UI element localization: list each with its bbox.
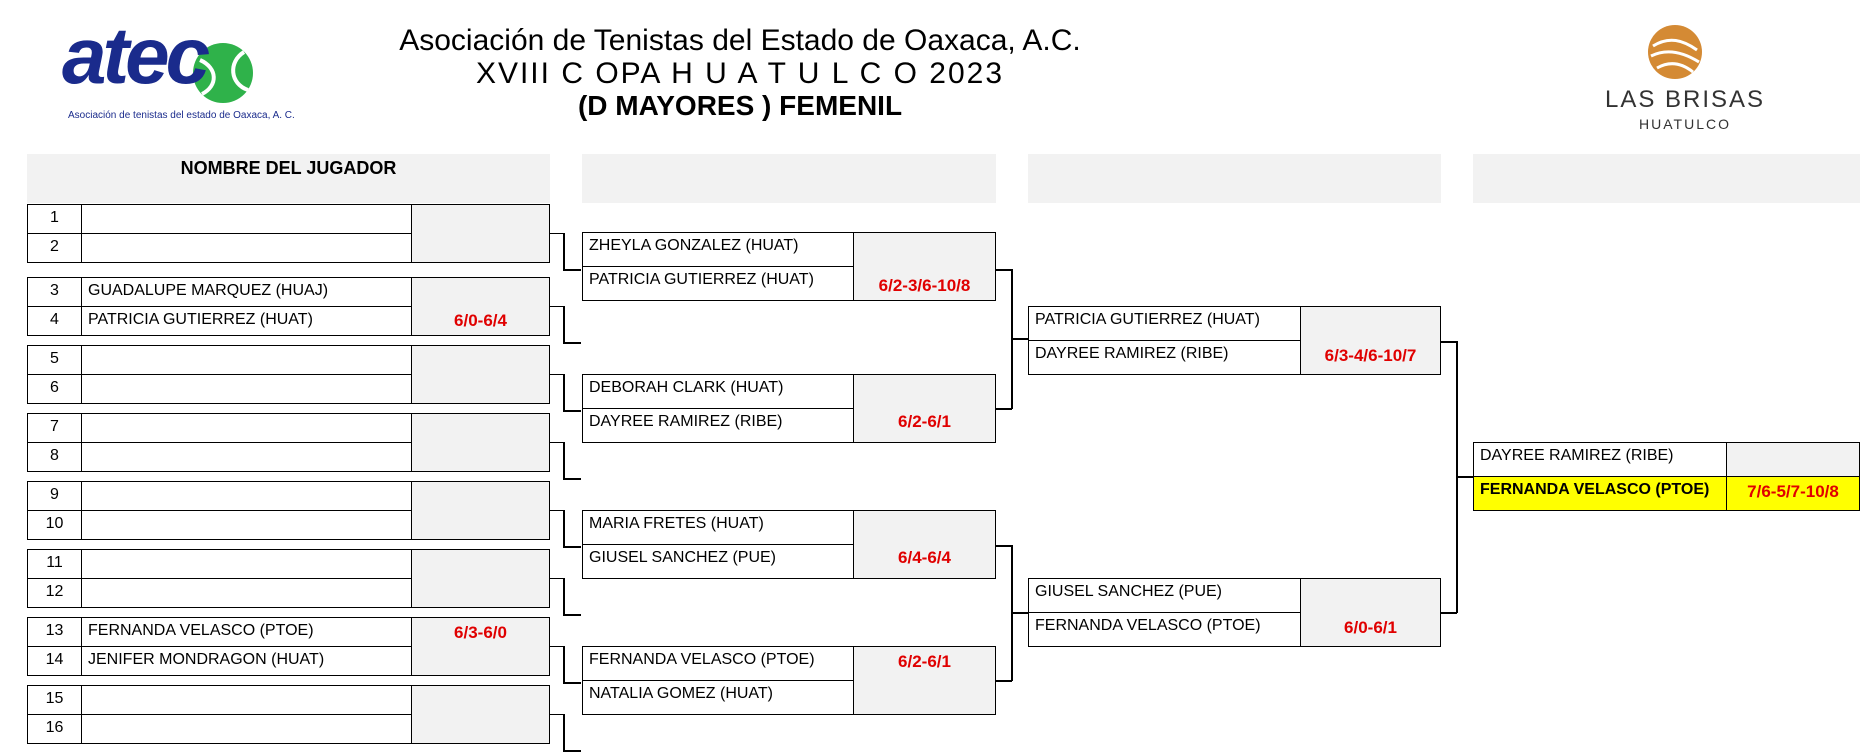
bracket-connector [996,408,1012,410]
seed-number: 9 [27,481,82,511]
atec-logo-caption: Asociación de tenistas del estado de Oaxaca, A. C. [68,110,295,121]
seed-number: 3 [27,277,82,307]
player-name [81,549,412,579]
bracket-connector [563,614,581,616]
bracket-connector [550,306,564,308]
seed-number: 12 [27,578,82,608]
bracket-connector [563,442,565,479]
player-name [81,345,412,375]
match-score-box [411,413,550,472]
player-name [81,204,412,234]
player-name [81,510,412,540]
player-name [81,233,412,263]
match-score-box [411,204,550,263]
seed-number: 5 [27,345,82,375]
bracket-connector [563,269,581,271]
column-header-round2 [582,154,996,203]
match-score-box [411,345,550,404]
bracket-connector [563,478,581,480]
player-name: DAYREE RAMIREZ (RIBE) [1028,340,1301,375]
player-name: PATRICIA GUTIERREZ (HUAT) [582,266,854,301]
player-name: ZHEYLA GONZALEZ (HUAT) [582,232,854,267]
finalist-name: DAYREE RAMIREZ (RIBE) [1473,442,1727,477]
bracket-connector [996,545,1012,547]
player-name [81,413,412,443]
player-name: DAYREE RAMIREZ (RIBE) [582,408,854,443]
bracket-connector [563,546,581,548]
seed-number: 11 [27,549,82,579]
player-name: JENIFER MONDRAGON (HUAT) [81,646,412,676]
player-name: GUADALUPE MARQUEZ (HUAJ) [81,277,412,307]
bracket-connector [1456,476,1473,478]
final-score: 7/6-5/7-10/8 [1747,482,1839,501]
bracket-connector [550,510,564,512]
match-score: 6/4-6/4 [898,548,951,567]
bracket-connector [550,646,564,648]
bracket-connector [563,374,565,411]
seed-number: 15 [27,685,82,715]
bracket-connector [563,510,565,547]
player-name: PATRICIA GUTIERREZ (HUAT) [81,306,412,336]
match-score: 6/2-6/1 [898,412,951,431]
bracket-connector [996,680,1012,682]
player-name [81,374,412,404]
player-name [81,442,412,472]
bracket-connector [550,374,564,376]
seed-number: 13 [27,617,82,647]
player-name: NATALIA GOMEZ (HUAT) [582,680,854,715]
seed-number: 2 [27,233,82,263]
bracket-connector [563,410,581,412]
match-score-box [411,685,550,744]
seed-number: 6 [27,374,82,404]
match-score-box [411,549,550,608]
column-header-round3 [1028,154,1441,203]
column-header-players: NOMBRE DEL JUGADOR [27,154,550,203]
player-name: PATRICIA GUTIERREZ (HUAT) [1028,306,1301,341]
match-score-box [411,481,550,540]
match-score-box [853,510,996,579]
match-score: 6/0-6/4 [454,311,507,330]
seed-number: 8 [27,442,82,472]
bracket-connector [563,342,581,344]
player-name [81,714,412,744]
player-name: FERNANDA VELASCO (PTOE) [81,617,412,647]
bracket-connector [563,306,565,343]
bracket-connector [550,714,564,716]
player-name: GIUSEL SANCHEZ (PUE) [1028,578,1301,613]
match-score: 6/2-6/1 [898,652,951,671]
match-score: 6/3-6/0 [454,623,507,642]
bracket-connector [563,750,581,752]
match-score: 6/2-3/6-10/8 [878,276,971,295]
bracket-connector [1441,612,1457,614]
bracket-connector [550,233,564,235]
event-title: XVIII C OPA H U A T U L C O 2023 [475,57,1005,90]
seed-number: 4 [27,306,82,336]
bracket-connector [563,646,565,683]
match-score: 6/3-4/6-10/7 [1324,346,1417,365]
atec-logo-word: atec [62,11,207,100]
bracket-connector [1441,341,1457,343]
bracket-connector [996,269,1012,271]
las-brisas-name: LAS BRISAS [1604,86,1766,113]
player-name: GIUSEL SANCHEZ (PUE) [582,544,854,579]
las-brisas-logo-icon [1645,22,1705,82]
player-name [81,578,412,608]
bracket-connector [563,682,581,684]
org-title: Asociación de Tenistas del Estado de Oaxaca, A.C. [399,24,1081,57]
match-score: 6/0-6/1 [1344,618,1397,637]
player-name [81,685,412,715]
bracket-connector [1011,338,1028,340]
player-name: MARIA FRETES (HUAT) [582,510,854,545]
final-score-box [1726,442,1860,477]
bracket-connector [563,233,565,270]
seed-number: 10 [27,510,82,540]
category-title: (D MAYORES ) FEMENIL [577,90,903,121]
bracket-connector [563,578,565,615]
column-header-final [1473,154,1860,203]
player-name: DEBORAH CLARK (HUAT) [582,374,854,409]
player-name: FERNANDA VELASCO (PTOE) [582,646,854,681]
player-name [81,481,412,511]
bracket-connector [1011,612,1028,614]
seed-number: 14 [27,646,82,676]
bracket-connector [550,578,564,580]
seed-number: 7 [27,413,82,443]
bracket-connector [550,442,564,444]
seed-number: 1 [27,204,82,234]
las-brisas-sub: HUATULCO [1639,116,1731,132]
match-score-box [853,374,996,443]
player-name: FERNANDA VELASCO (PTOE) [1028,612,1301,647]
champion-name: FERNANDA VELASCO (PTOE) [1473,476,1727,511]
seed-number: 16 [27,714,82,744]
